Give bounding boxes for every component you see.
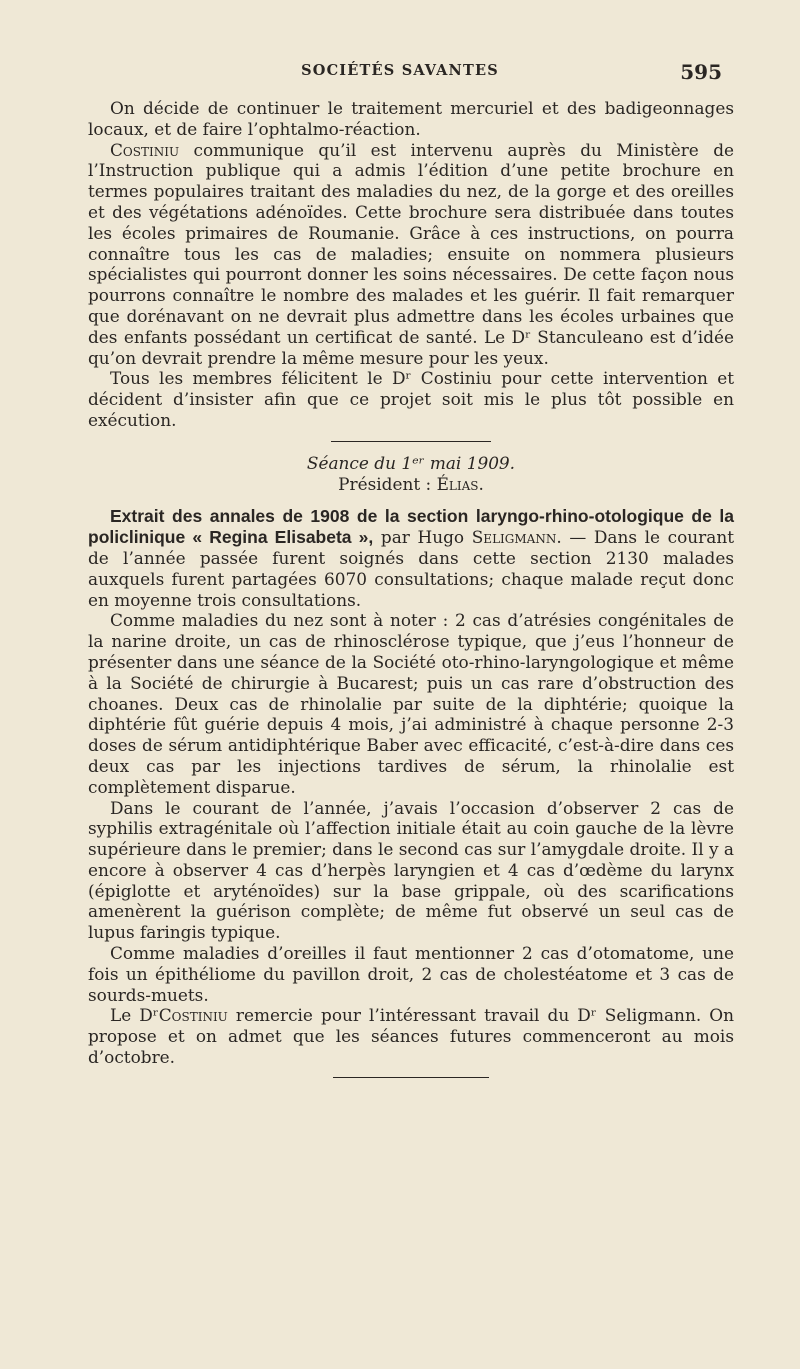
running-header	[0, 60, 800, 90]
section-divider	[331, 441, 491, 442]
paragraph: Comme maladies du nez sont à noter : 2 cas d’atrésies congénitales de la narine droite, un cas de rhinosclérose typique, que j’eus l’honneur de présenter dans une séance de la Société oto-rhino-laryngologique et même à la Société de chirurgie à Bucarest; puis un cas rare d’obstruction des choanes. Deux cas de rhinolalie par suite de la diphtérie; quoique la diphtérie fût guérie depuis 4 mois, j’ai administré à chaque personne 2-3 doses de sérum antidiphtérique Baber avec efficacité, c’est-à-dire dans ces deux cas par les injections tardives de sérum, la rhinolalie est complètement disparue.	[88, 610, 734, 797]
president-name: Élias.	[436, 473, 484, 494]
closing-prefix: Le Dʳ	[110, 1005, 159, 1026]
closing-name: Costiniu	[158, 1005, 228, 1026]
running-title: SOCIÉTÉS SAVANTES	[301, 62, 499, 79]
end-divider	[333, 1077, 489, 1078]
body-text	[88, 98, 734, 1089]
extract-first-paragraph: — Dans le courant de l’année passée furent soignés dans cette section 2130 malades auxquels furent partagées 6070 consultations; chaque malade reçut donc en moyenne trois consultations.	[88, 527, 734, 610]
extract-title: Extrait des annales de 1908 de la section laryngo-rhino-otologique de la policlinique « Regina Elisabeta »,	[88, 506, 734, 548]
extract-by: par Hugo	[380, 527, 465, 548]
page-number: 595	[680, 60, 722, 84]
closing-text: remercie pour l’intéressant travail du Dʳ Seligmann. On propose et on admet que les séances futures commenceront au mois d’octobre.	[88, 1005, 734, 1068]
paragraph	[88, 140, 734, 369]
closing-paragraph	[88, 1005, 734, 1067]
paragraph-text: communique qu’il est intervenu auprès du Ministère de l’Instruction publique qui a admis l’édition d’une petite brochure en termes populaires traitant des maladies du nez, de la gorge et des oreilles et des végétations adénoïdes. Cette brochure sera distribuée dans toutes les écoles primaires de Roumanie. Grâce à ces instructions, on pourra connaître tous les cas de maladies; ensuite on nommera plusieurs spécialistes qui pourront donner les soins nécessaires. De cette façon nous pourrons connaître le nombre des malades et les guérir. Il fait remarquer que dorénavant on ne devrait plus admettre dans les écoles urbaines que des enfants possédant un certificat de santé. Le Dʳ Stanculeano est d’idée qu’on devrait prendre la même mesure pour les yeux.	[88, 139, 734, 368]
paragraph: Dans le courant de l’année, j’avais l’occasion d’observer 2 cas de syphilis extragénitale où l’affection initiale était au coin gauche de la lèvre supérieure dans le premier; dans le second cas sur l’amygdale droite. Il y a encore à observer 4 cas d’herpès laryngien et 4 cas d’œdème du larynx (épiglotte et aryténoïdes) sur la base grippale, où des scarifications amenèrent la guérison complète; de même fut observé un seul cas de lupus faringis typique.	[88, 797, 734, 943]
speaker-name: Costiniu	[110, 139, 180, 160]
extract-paragraph	[88, 506, 734, 610]
paragraph: Tous les membres félicitent le Dʳ Costiniu pour cette intervention et décident d’insister afin que ce projet soit mis le plus tôt possible en exécution.	[88, 368, 734, 430]
paragraph: On décide de continuer le traitement mercuriel et des badigeonnages locaux, et de faire l’ophtalmo-réaction.	[88, 98, 734, 139]
president-label: Président :	[338, 473, 432, 494]
extract-author: Seligmann.	[471, 527, 562, 548]
session-heading: Séance du 1ᵉʳ mai 1909.	[306, 452, 516, 473]
paragraph: Comme maladies d’oreilles il faut mentionner 2 cas d’otomatome, une fois un épithéliome du pavillon droit, 2 cas de cholestéatome et 3 cas de sourds-muets.	[88, 943, 734, 1005]
session-president	[88, 474, 734, 495]
